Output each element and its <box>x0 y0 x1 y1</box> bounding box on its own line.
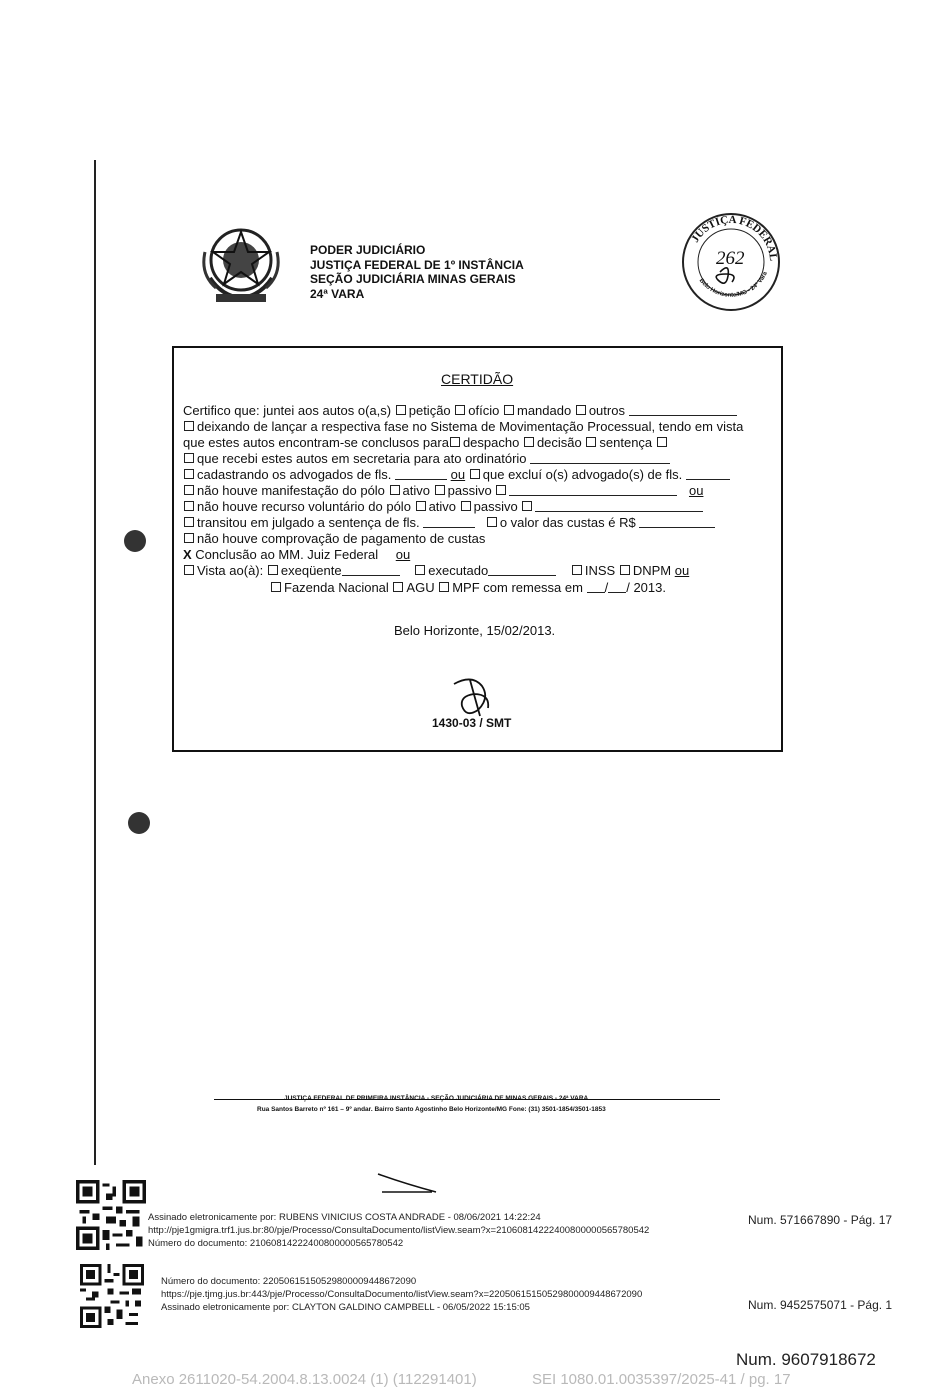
checkbox[interactable] <box>184 469 194 479</box>
cert-text: Vista ao(à): <box>197 563 264 578</box>
cert-line-6 <box>183 483 703 499</box>
footer-rule <box>214 1099 720 1100</box>
signed-by: Assinado eletronicamente por: RUBENS VINICIUS COSTA ANDRADE - 08/06/2021 14:22:24 <box>148 1212 541 1223</box>
blank-field <box>587 581 605 593</box>
document-number: Número do documento: 21060814222400800000565780542 <box>148 1238 404 1249</box>
cert-text: DNPM <box>632 563 672 578</box>
punch-hole <box>128 812 150 834</box>
cert-text: deixando de lançar a respectiva fase no Sistema de Movimentação Processual, tendo em vista <box>197 419 744 434</box>
cert-text: Conclusão ao MM. Juiz Federal <box>195 547 379 562</box>
blank-field <box>686 468 730 480</box>
cert-text: / <box>604 580 609 595</box>
cert-text: AGU <box>406 580 435 595</box>
cert-line-5 <box>183 467 730 483</box>
footer-address-line: Rua Santos Barreto nº 161 – 9º andar. Bairro Santo Agostinho Belo Horizonte/MG Fone: (31) 3501-1854/3501-1853 <box>257 1106 606 1113</box>
checkbox[interactable] <box>184 517 194 527</box>
header-line: 24ª VARA <box>310 286 365 301</box>
cert-text: ou <box>395 547 411 562</box>
page-reference: Num. 571667890 - Pág. 17 <box>748 1213 893 1227</box>
cert-text: cadastrando os advogados de fls. <box>197 467 392 482</box>
cert-line-3 <box>183 435 670 451</box>
blank-field <box>488 564 556 576</box>
cert-line-7 <box>183 499 703 515</box>
cert-text: INSS <box>584 563 616 578</box>
checkbox[interactable] <box>504 405 514 415</box>
cert-text: transitou em julgado a sentença de fls. <box>197 515 420 530</box>
cert-text: ou <box>688 483 704 498</box>
checkbox[interactable] <box>522 501 532 511</box>
cert-text: passivo <box>473 499 518 514</box>
cert-text: Certifico que: juntei aos autos o(a,s) <box>183 403 392 418</box>
cert-text: que excluí o(s) advogado(s) de fls. <box>482 467 683 482</box>
signature-block-1 <box>148 1211 649 1250</box>
cert-line-10 <box>183 547 410 563</box>
checkbox[interactable] <box>184 421 194 431</box>
checkbox[interactable] <box>450 437 460 447</box>
document-number: Número do documento: 22050615150529800009448672090 <box>161 1276 417 1287</box>
sei-watermark: SEI 1080.01.0035397/2025-41 / pg. 17 <box>532 1371 791 1388</box>
cert-line-12 <box>270 580 666 596</box>
brazil-coat-of-arms-icon <box>202 222 280 308</box>
checkbox[interactable] <box>184 533 194 543</box>
checkbox[interactable] <box>455 405 465 415</box>
cert-text: mandado <box>516 403 572 418</box>
blank-field <box>608 581 626 593</box>
cert-text: exeqüente <box>280 563 342 578</box>
punch-hole <box>124 530 146 552</box>
cert-text: ofício <box>468 403 500 418</box>
checkbox[interactable] <box>435 485 445 495</box>
cert-text: o valor das custas é R$ <box>499 515 636 530</box>
checkbox[interactable] <box>393 582 403 592</box>
checkbox[interactable] <box>268 565 278 575</box>
court-header <box>310 243 524 301</box>
cert-text: não houve recurso voluntário do pólo <box>197 499 411 514</box>
court-stamp <box>676 212 786 312</box>
cert-text: Fazenda Nacional <box>284 580 389 595</box>
blank-field <box>535 500 703 512</box>
stamp-handwritten-number: 262 <box>716 248 745 269</box>
cert-text: que recebi estes autos em secretaria para ato ordinatório <box>197 451 527 466</box>
cert-text: passivo <box>447 483 492 498</box>
checkbox[interactable] <box>657 437 667 447</box>
pen-mark <box>376 1170 438 1196</box>
cert-line-11 <box>183 563 689 579</box>
checkbox[interactable] <box>461 501 471 511</box>
cert-line-4 <box>183 451 670 467</box>
checkbox[interactable] <box>184 565 194 575</box>
checkbox[interactable] <box>184 501 194 511</box>
checkbox[interactable] <box>396 405 406 415</box>
certificate-title: CERTIDÃO <box>441 371 514 387</box>
signature-code: 1430-03 / SMT <box>432 716 512 730</box>
cert-text: não houve manifestação do pólo <box>197 483 385 498</box>
header-line: PODER JUDICIÁRIO <box>310 243 426 257</box>
cert-text: despacho <box>462 435 520 450</box>
qr-code-icon <box>80 1264 144 1328</box>
stamp-initials <box>716 268 734 283</box>
checkbox[interactable] <box>415 565 425 575</box>
blank-field <box>639 516 715 528</box>
handwritten-signature <box>450 676 500 718</box>
checked-mark: X <box>183 547 192 562</box>
signed-by: Assinado eletronicamente por: CLAYTON GALDINO CAMPBELL - 06/05/2022 15:15:05 <box>161 1302 530 1313</box>
cert-text: MPF com remessa em <box>452 580 583 595</box>
checkbox[interactable] <box>390 485 400 495</box>
checkbox[interactable] <box>576 405 586 415</box>
stamp-bottom-text: Belo Horizonte/MG - 24ª Vara <box>697 271 769 299</box>
page-reference: Num. 9452575071 - Pág. 1 <box>748 1298 893 1312</box>
cert-text: outros <box>588 403 625 418</box>
checkbox[interactable] <box>470 469 480 479</box>
cert-line-1 <box>183 403 737 419</box>
cert-text: decisão <box>536 435 582 450</box>
place-and-date: Belo Horizonte, 15/02/2013. <box>394 623 556 638</box>
checkbox[interactable] <box>524 437 534 447</box>
checkbox[interactable] <box>496 485 506 495</box>
cert-text: / 2013. <box>626 580 666 595</box>
cert-text: ou <box>450 467 466 482</box>
checkbox[interactable] <box>439 582 449 592</box>
document-number-large: Num. 9607918672 <box>736 1350 876 1369</box>
blank-field <box>530 452 670 464</box>
blank-field <box>629 404 737 416</box>
header-line: JUSTIÇA FEDERAL DE 1º INSTÂNCIA <box>310 257 524 272</box>
checkbox[interactable] <box>586 437 596 447</box>
annex-watermark: Anexo 2611020-54.2004.8.13.0024 (1) (112291401) <box>132 1371 477 1388</box>
cert-text: ou <box>674 563 690 578</box>
cert-line-2 <box>183 419 743 435</box>
header-line: SEÇÃO JUDICIÁRIA MINAS GERAIS <box>310 272 516 286</box>
checkbox[interactable] <box>620 565 630 575</box>
cert-text: não houve comprovação de pagamento de custas <box>197 531 486 546</box>
blank-field <box>423 516 475 528</box>
blank-field <box>509 484 677 496</box>
document-link[interactable]: https://pje.tjmg.jus.br:443/pje/Processo/ConsultaDocumento/listView.seam?x=22050615150529800009448672090 <box>161 1289 643 1300</box>
checkbox[interactable] <box>184 453 194 463</box>
blank-field <box>342 564 400 576</box>
stamp-top-text: JUSTIÇA FEDERAL <box>689 213 780 262</box>
signature-block-2 <box>161 1275 642 1314</box>
qr-code-icon <box>76 1180 146 1250</box>
checkbox[interactable] <box>487 517 497 527</box>
document-link[interactable]: http://pje1gmigra.trf1.jus.br:80/pje/Processo/ConsultaDocumento/listView.seam?x=21060814222400800000565780542 <box>148 1225 650 1236</box>
cert-line-9 <box>183 531 485 547</box>
checkbox[interactable] <box>572 565 582 575</box>
blank-field <box>395 468 447 480</box>
cert-text: ativo <box>402 483 431 498</box>
cert-text: executado <box>428 563 489 578</box>
checkbox[interactable] <box>416 501 426 511</box>
cert-text: que estes autos encontram-se conclusos para <box>183 435 449 450</box>
checkbox[interactable] <box>271 582 281 592</box>
cert-line-8 <box>183 515 715 531</box>
cert-text: petição <box>408 403 451 418</box>
cert-text: ativo <box>428 499 457 514</box>
cert-text: sentença <box>599 435 653 450</box>
page-edge-rule <box>94 160 96 1165</box>
checkbox[interactable] <box>184 485 194 495</box>
